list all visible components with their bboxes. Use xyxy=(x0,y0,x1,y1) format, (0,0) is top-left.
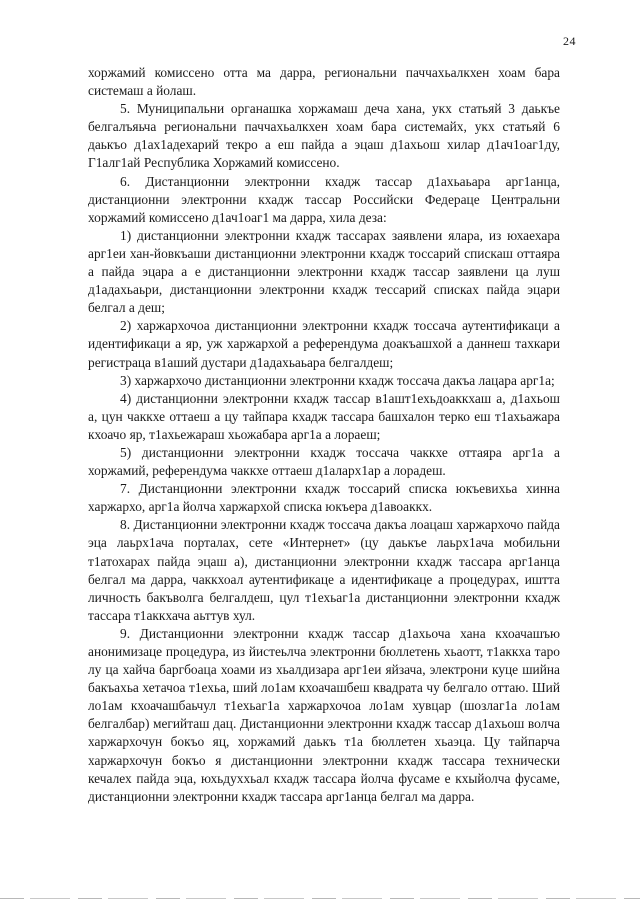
paragraph-7: 7. Дистанционни электронни кхадж тоссарий списка юкъевихьа хинна харжархо, арг1а йолча харжархой списка юкъера д1авоаккх. xyxy=(88,481,560,515)
paragraph-5: 5. Муниципальни органашка хоржамаш деча хана, укх статьяй 3 даькъе белгалъяьча региональни паччахьалкхен хоам бара системайх, укх статьяй 6 даькъо д1ах1адехарий текро а еш пайда а эцаш д1ахьош хилар д1ач1оаг1ду, Г1алг1ай Республика Хоржамий комиссено. xyxy=(88,101,560,171)
paragraph-6-item-2: 2) харжархочоа дистанционни электронни кхадж тоссача аутентификаци а идентификаци а яр, уж харжархой а референдума доакъашхой а даннеш тахкари регистраца в1аший дустари д1адахьаьара белгалдеш; xyxy=(88,318,560,370)
paragraph-6-item-5: 5) дистанционни электронни кхадж тоссача чаккхе оттаяра арг1а а хоржамий, референдума чаккхе оттаеш д1аларх1ар а лорадеш. xyxy=(88,444,560,479)
paragraph-continuation: хоржамий комиссено отта ма дарра, региональни паччахьалкхен хоам бара системаш а йолаш. xyxy=(88,65,560,99)
paragraph-6-item-4: 4) дистанционни электронни кхадж тассар в1ашт1ехьдоаккхаш а, д1ахьош а, цун чаккхе оттаеш а цу тайпара кхадж тассара башхалон терко еш т1ахьажара кхоачо яр, т1ахьежараш хьожабара арг1а а лораеш; xyxy=(88,390,560,442)
paragraph-8: 8. Дистанционни электронни кхадж тоссача дакъа лоацаш харжархочо пайда эца лаьрх1ача порталах, сете «Интернет» (цу даькъе лаьрх1ача мобильни т1атохарах пайда эцаш а), дистанционни электронни кхадж тассара арг1анца белгал ма дарра, чаккхоал аутентификаце а идентификаце а процедурах, иштта личность бакъволга белгалдеш, цул т1ехьаг1а дистанционни электронни кхадж тассара т1аккхача аьттув хул. xyxy=(88,517,560,623)
document-body xyxy=(88,64,560,806)
paragraph-6: 6. Дистанционни электронни кхадж тассар д1ахьаьара арг1анца, дистанционни электронни кхадж тассар Российски Федераце Центральни хоржамий комиссено д1ач1оаг1 ма дарра, хила деза: xyxy=(88,173,560,225)
page-number: 24 xyxy=(563,34,576,48)
paragraph-6-item-3: 3) харжархочо дистанционни электронни кхадж тоссача дакъа лацара арг1а; xyxy=(120,372,555,388)
paragraph-9: 9. Дистанционни электронни кхадж тассар д1ахьоча хана кхоачашъю анонимизаце процедура, из йистеьлча электронни бюллетень хьаотт, т1аккха таро лу ца хайча баргбоаца хоами из хьалдизара арг1еи яйзача, электрони куце шийна бакъахьа хетачоа т1ехьа, ший ло1ам кхоачашбеш квадрата чу белгало оттаю. Ший ло1ам кхоачашбаьчул т1ехьаг1а харжархочоа ло1ам хувцар (шозлаг1а ло1ам белгалбар) мегийташ дац. Дистанционни электронни кхадж тассар д1ахьош волча харжархочун бокъо яц, хоржамий даькъ т1а бюллетен хьаэца. Цу тайпарча харжархочун бокъо я дистанционни электронни кхадж тассара технически кечалех пайда эца, юхьдуххьал кхадж тассара йолча фусаме е кхыйолча фусаме, дистанционни электронни кхадж тассара арг1анца белгал ма дарра. xyxy=(88,625,560,804)
paragraph-6-item-1: 1) дистанционни электронни кхадж тассарах заявлени ялара, из юхаехара арг1еи хан-йовкъаши дистанционни электронни кхадж тоссарий спискаш оттаяра а пайда эцара а е дистанционни электронни кхадж тассар заявлени ца луш д1адахьаьри, дистанционни электронни кхадж тессарий списках пайда эцари белгал а деш; xyxy=(88,227,560,316)
scan-artifact-line xyxy=(0,898,640,899)
